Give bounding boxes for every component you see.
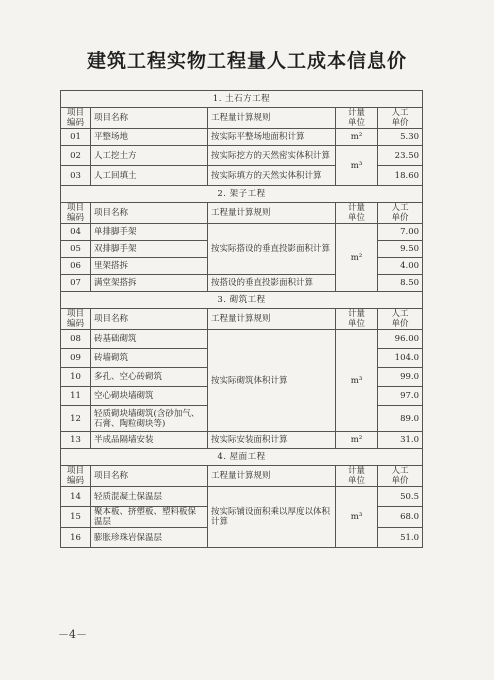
item-code: 12 <box>61 406 91 432</box>
table-row <box>61 224 423 241</box>
header-code: 项目 编码 <box>61 309 91 330</box>
table-row <box>61 432 423 449</box>
header-row <box>61 203 423 224</box>
item-name: 轻质砌块墙砌筑(含砂加气、石膏、陶粒砌块等) <box>91 406 208 432</box>
calc-rule: 按实际安装面积计算 <box>208 432 336 449</box>
calc-rule: 按实际挖方的天然密实体积计算 <box>208 146 336 166</box>
section-title: 2. 架子工程 <box>61 186 423 203</box>
header-row <box>61 309 423 330</box>
item-code: 11 <box>61 387 91 406</box>
header-row <box>61 108 423 129</box>
item-code: 02 <box>61 146 91 166</box>
item-name: 人工回填土 <box>91 166 208 186</box>
item-name: 膨胀珍珠岩保温层 <box>91 528 208 548</box>
cost-table <box>60 90 423 548</box>
labor-price: 51.0 <box>378 528 423 548</box>
header-rule: 工程量计算规则 <box>208 466 336 487</box>
calc-rule: 按实际砌筑体积计算 <box>208 330 336 432</box>
header-price: 人工 单价 <box>378 108 423 129</box>
labor-price: 89.0 <box>378 406 423 432</box>
item-name: 里架搭拆 <box>91 258 208 275</box>
header-rule: 工程量计算规则 <box>208 203 336 224</box>
header-unit: 计量 单位 <box>336 108 378 129</box>
section-title: 3. 砌筑工程 <box>61 292 423 309</box>
item-code: 10 <box>61 368 91 387</box>
item-name: 多孔、空心砖砌筑 <box>91 368 208 387</box>
header-rule: 工程量计算规则 <box>208 108 336 129</box>
table-row <box>61 487 423 507</box>
labor-price: 18.60 <box>378 166 423 186</box>
item-name: 单排脚手架 <box>91 224 208 241</box>
header-code: 项目 编码 <box>61 203 91 224</box>
item-name: 平整场地 <box>91 129 208 146</box>
item-name: 砖基础砌筑 <box>91 330 208 349</box>
header-price: 人工 单价 <box>378 203 423 224</box>
header-unit: 计量 单位 <box>336 203 378 224</box>
item-code: 05 <box>61 241 91 258</box>
labor-price: 97.0 <box>378 387 423 406</box>
header-code: 项目 编码 <box>61 108 91 129</box>
item-code: 16 <box>61 528 91 548</box>
header-price: 人工 单价 <box>378 309 423 330</box>
table-row <box>61 129 423 146</box>
header-rule: 工程量计算规则 <box>208 309 336 330</box>
item-code: 08 <box>61 330 91 349</box>
item-code: 03 <box>61 166 91 186</box>
unit: m² <box>336 129 378 146</box>
labor-price: 104.0 <box>378 349 423 368</box>
page-title: 建筑工程实物工程量人工成本信息价 <box>86 50 407 72</box>
labor-price: 7.00 <box>378 224 423 241</box>
section-title: 4. 屋面工程 <box>61 449 423 466</box>
header-row <box>61 466 423 487</box>
item-code: 07 <box>61 275 91 292</box>
labor-price: 9.50 <box>378 241 423 258</box>
item-name: 空心砌块墙砌筑 <box>91 387 208 406</box>
header-price: 人工 单价 <box>378 466 423 487</box>
item-name: 双排脚手架 <box>91 241 208 258</box>
calc-rule: 按实际铺设面积乘以厚度以体积计算 <box>208 487 336 548</box>
header-unit: 计量 单位 <box>336 309 378 330</box>
unit: m³ <box>336 487 378 548</box>
labor-price: 23.50 <box>378 146 423 166</box>
section-title-row <box>61 449 423 466</box>
item-code: 13 <box>61 432 91 449</box>
header-code: 项目 编码 <box>61 466 91 487</box>
labor-price: 99.0 <box>378 368 423 387</box>
labor-price: 8.50 <box>378 275 423 292</box>
labor-price: 50.5 <box>378 487 423 507</box>
section-title: 1. 土石方工程 <box>61 91 423 108</box>
item-code: 04 <box>61 224 91 241</box>
labor-price: 68.0 <box>378 507 423 528</box>
header-name: 项目名称 <box>91 203 208 224</box>
calc-rule: 按搭设的垂直投影面积计算 <box>208 275 336 292</box>
page-number: －4－ <box>58 628 87 641</box>
table-row <box>61 330 423 349</box>
labor-price: 96.00 <box>378 330 423 349</box>
item-code: 14 <box>61 487 91 507</box>
header-name: 项目名称 <box>91 108 208 129</box>
section-title-row <box>61 186 423 203</box>
item-code: 09 <box>61 349 91 368</box>
unit: m³ <box>336 330 378 432</box>
item-name: 聚本板、挤塑板、塑料板保温层 <box>91 507 208 528</box>
item-code: 06 <box>61 258 91 275</box>
unit: m³ <box>336 146 378 186</box>
header-name: 项目名称 <box>91 309 208 330</box>
calc-rule: 按实际搭设的垂直投影面积计算 <box>208 224 336 275</box>
header-name: 项目名称 <box>91 466 208 487</box>
calc-rule: 按实际填方的天然实体积计算 <box>208 166 336 186</box>
item-name: 砖墙砌筑 <box>91 349 208 368</box>
unit: m² <box>336 432 378 449</box>
labor-price: 5.30 <box>378 129 423 146</box>
unit: m² <box>336 224 378 292</box>
calc-rule: 按实际平整场地面积计算 <box>208 129 336 146</box>
item-name: 轻质混凝土保温层 <box>91 487 208 507</box>
labor-price: 4.00 <box>378 258 423 275</box>
header-unit: 计量 单位 <box>336 466 378 487</box>
cost-table-body <box>61 91 423 548</box>
item-name: 半成品隔墙安装 <box>91 432 208 449</box>
item-name: 满堂架搭拆 <box>91 275 208 292</box>
item-code: 01 <box>61 129 91 146</box>
item-code: 15 <box>61 507 91 528</box>
section-title-row <box>61 292 423 309</box>
table-row <box>61 146 423 166</box>
section-title-row <box>61 91 423 108</box>
item-name: 人工挖土方 <box>91 146 208 166</box>
labor-price: 31.0 <box>378 432 423 449</box>
